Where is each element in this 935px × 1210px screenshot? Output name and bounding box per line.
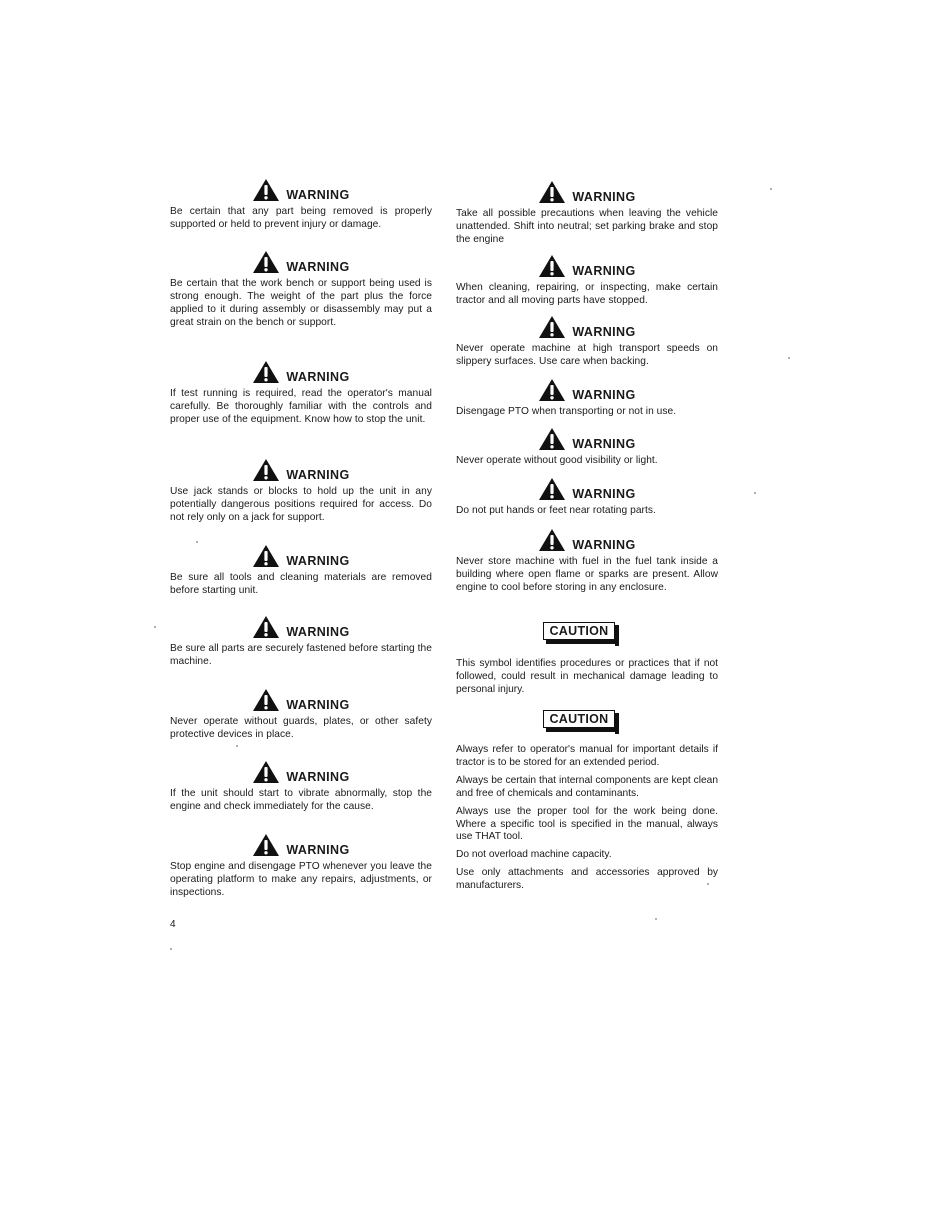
caution-label: CAUTION xyxy=(543,622,615,640)
scan-speck xyxy=(788,357,790,359)
caution-paragraph: Always use the proper tool for the work being done. Where a specific tool is specified in the manual, always use THAT tool. xyxy=(456,805,718,843)
caution-badge-shadow xyxy=(546,640,619,644)
warning-header xyxy=(170,686,432,712)
warning-text: Never store machine with fuel in the fuel tank inside a building where open flame or sparks are present. Allow engine to cool before storing in any enclosure. xyxy=(456,556,718,593)
warning-triangle-icon xyxy=(538,477,566,501)
warning-triangle-icon xyxy=(252,833,280,857)
warning-label: WARNING xyxy=(286,370,350,384)
warning-header xyxy=(456,425,718,451)
warning-triangle-icon xyxy=(538,254,566,278)
warning-label: WARNING xyxy=(286,554,350,568)
caution-paragraph: Do not overload machine capacity. xyxy=(456,849,612,861)
warning-header xyxy=(170,176,432,202)
warning-block xyxy=(456,313,718,369)
scan-speck xyxy=(770,188,772,190)
warning-label: WARNING xyxy=(286,188,350,202)
warning-block xyxy=(170,456,432,525)
warning-text: Do not put hands or feet near rotating parts. xyxy=(456,505,656,516)
scan-speck xyxy=(754,492,756,494)
warning-block xyxy=(170,542,432,598)
warning-triangle-icon xyxy=(252,544,280,568)
warning-label: WARNING xyxy=(572,325,636,339)
caution-block xyxy=(456,710,718,898)
caution-paragraph: Always be certain that internal components are kept clean and free of chemicals and contaminants. xyxy=(456,774,718,799)
warning-text: Never operate machine at high transport speeds on slippery surfaces. Use care when backing. xyxy=(456,343,718,367)
warning-header xyxy=(456,178,718,204)
warning-text: Use jack stands or blocks to hold up the unit in any potentially dangerous positions required for access. Do not rely only on a jack for support. xyxy=(170,486,432,523)
warning-text: Disengage PTO when transporting or not in use. xyxy=(456,406,677,417)
scan-speck xyxy=(236,745,238,747)
scan-speck xyxy=(196,541,198,543)
warning-block xyxy=(170,613,432,669)
warning-header xyxy=(456,475,718,501)
warning-triangle-icon xyxy=(252,458,280,482)
warning-header xyxy=(456,252,718,278)
warning-triangle-icon xyxy=(538,427,566,451)
caution-badge xyxy=(543,710,621,734)
caution-text: This symbol identifies procedures or practices that if not followed, could result in mechanical damage leading to personal injury. xyxy=(456,658,718,695)
caution-paragraph: Use only attachments and accessories approved by manufacturers. xyxy=(456,867,718,892)
warning-header xyxy=(170,613,432,639)
warning-triangle-icon xyxy=(538,315,566,339)
warning-text: Be sure all parts are securely fastened before starting the machine. xyxy=(170,643,432,667)
warning-block xyxy=(456,178,718,247)
warning-label: WARNING xyxy=(572,388,636,402)
warning-text: Be certain that any part being removed is properly supported or held to prevent injury or damage. xyxy=(170,206,432,230)
warning-block xyxy=(456,526,718,595)
warning-block xyxy=(170,758,432,814)
warning-label: WARNING xyxy=(572,190,636,204)
scan-speck xyxy=(154,626,156,628)
warning-label: WARNING xyxy=(572,487,636,501)
warning-label: WARNING xyxy=(286,770,350,784)
warning-triangle-icon xyxy=(252,615,280,639)
page-number: 4 xyxy=(170,919,176,930)
warning-header xyxy=(170,248,432,274)
caution-block xyxy=(456,622,718,697)
warning-text: Be sure all tools and cleaning materials are removed before starting unit. xyxy=(170,572,432,596)
warning-header xyxy=(170,456,432,482)
warning-header xyxy=(170,831,432,857)
warning-label: WARNING xyxy=(286,843,350,857)
caution-badge-shadow xyxy=(546,728,619,732)
warning-text: Be certain that the work bench or support being used is strong enough. The weight of the part plus the force applied to it during assembly or disassembly may put a great strain on the bench or support. xyxy=(170,278,432,328)
caution-label: CAUTION xyxy=(543,710,615,728)
warning-label: WARNING xyxy=(572,264,636,278)
warning-triangle-icon xyxy=(252,250,280,274)
warning-triangle-icon xyxy=(252,760,280,784)
warning-header xyxy=(170,358,432,384)
warning-label: WARNING xyxy=(286,625,350,639)
warning-header xyxy=(456,376,718,402)
warning-label: WARNING xyxy=(572,538,636,552)
warning-text: When cleaning, repairing, or inspecting, make certain tractor and all moving parts have stopped. xyxy=(456,282,718,306)
warning-text: Stop engine and disengage PTO whenever you leave the operating platform to make any repairs, adjustments, or inspections. xyxy=(170,861,432,898)
warning-triangle-icon xyxy=(252,178,280,202)
warning-label: WARNING xyxy=(286,698,350,712)
warning-text: Never operate without guards, plates, or other safety protective devices in place. xyxy=(170,716,432,740)
warning-text: If the unit should start to vibrate abnormally, stop the engine and check immediately for the cause. xyxy=(170,788,432,812)
warning-triangle-icon xyxy=(538,180,566,204)
warning-block xyxy=(170,831,432,900)
warning-block xyxy=(456,252,718,308)
warning-text: If test running is required, read the operator's manual carefully. Be thoroughly familiar with the controls and proper use of the equipment. Know how to stop the unit. xyxy=(170,388,432,425)
scan-speck xyxy=(655,918,657,920)
warning-block xyxy=(170,358,432,427)
warning-block xyxy=(170,176,432,232)
warning-block xyxy=(456,425,718,468)
caution-paragraphs xyxy=(456,744,718,893)
warning-header xyxy=(170,758,432,784)
warning-text: Take all possible precautions when leaving the vehicle unattended. Shift into neutral; set parking brake and stop the engine xyxy=(456,208,718,245)
warning-block xyxy=(170,248,432,330)
caution-badge xyxy=(543,622,621,646)
warning-block xyxy=(456,475,718,518)
caution-paragraph: Always refer to operator's manual for important details if tractor is to be stored for an extended period. xyxy=(456,744,718,768)
warning-label: WARNING xyxy=(572,437,636,451)
warning-triangle-icon xyxy=(538,528,566,552)
warning-header xyxy=(170,542,432,568)
warning-text: Never operate without good visibility or light. xyxy=(456,455,658,466)
warning-label: WARNING xyxy=(286,260,350,274)
warning-block xyxy=(456,376,718,419)
warning-triangle-icon xyxy=(252,688,280,712)
warning-header xyxy=(456,526,718,552)
warning-triangle-icon xyxy=(252,360,280,384)
warning-label: WARNING xyxy=(286,468,350,482)
warning-triangle-icon xyxy=(538,378,566,402)
warning-header xyxy=(456,313,718,339)
scan-speck xyxy=(170,948,172,950)
scan-speck xyxy=(707,883,709,885)
warning-block xyxy=(170,686,432,742)
